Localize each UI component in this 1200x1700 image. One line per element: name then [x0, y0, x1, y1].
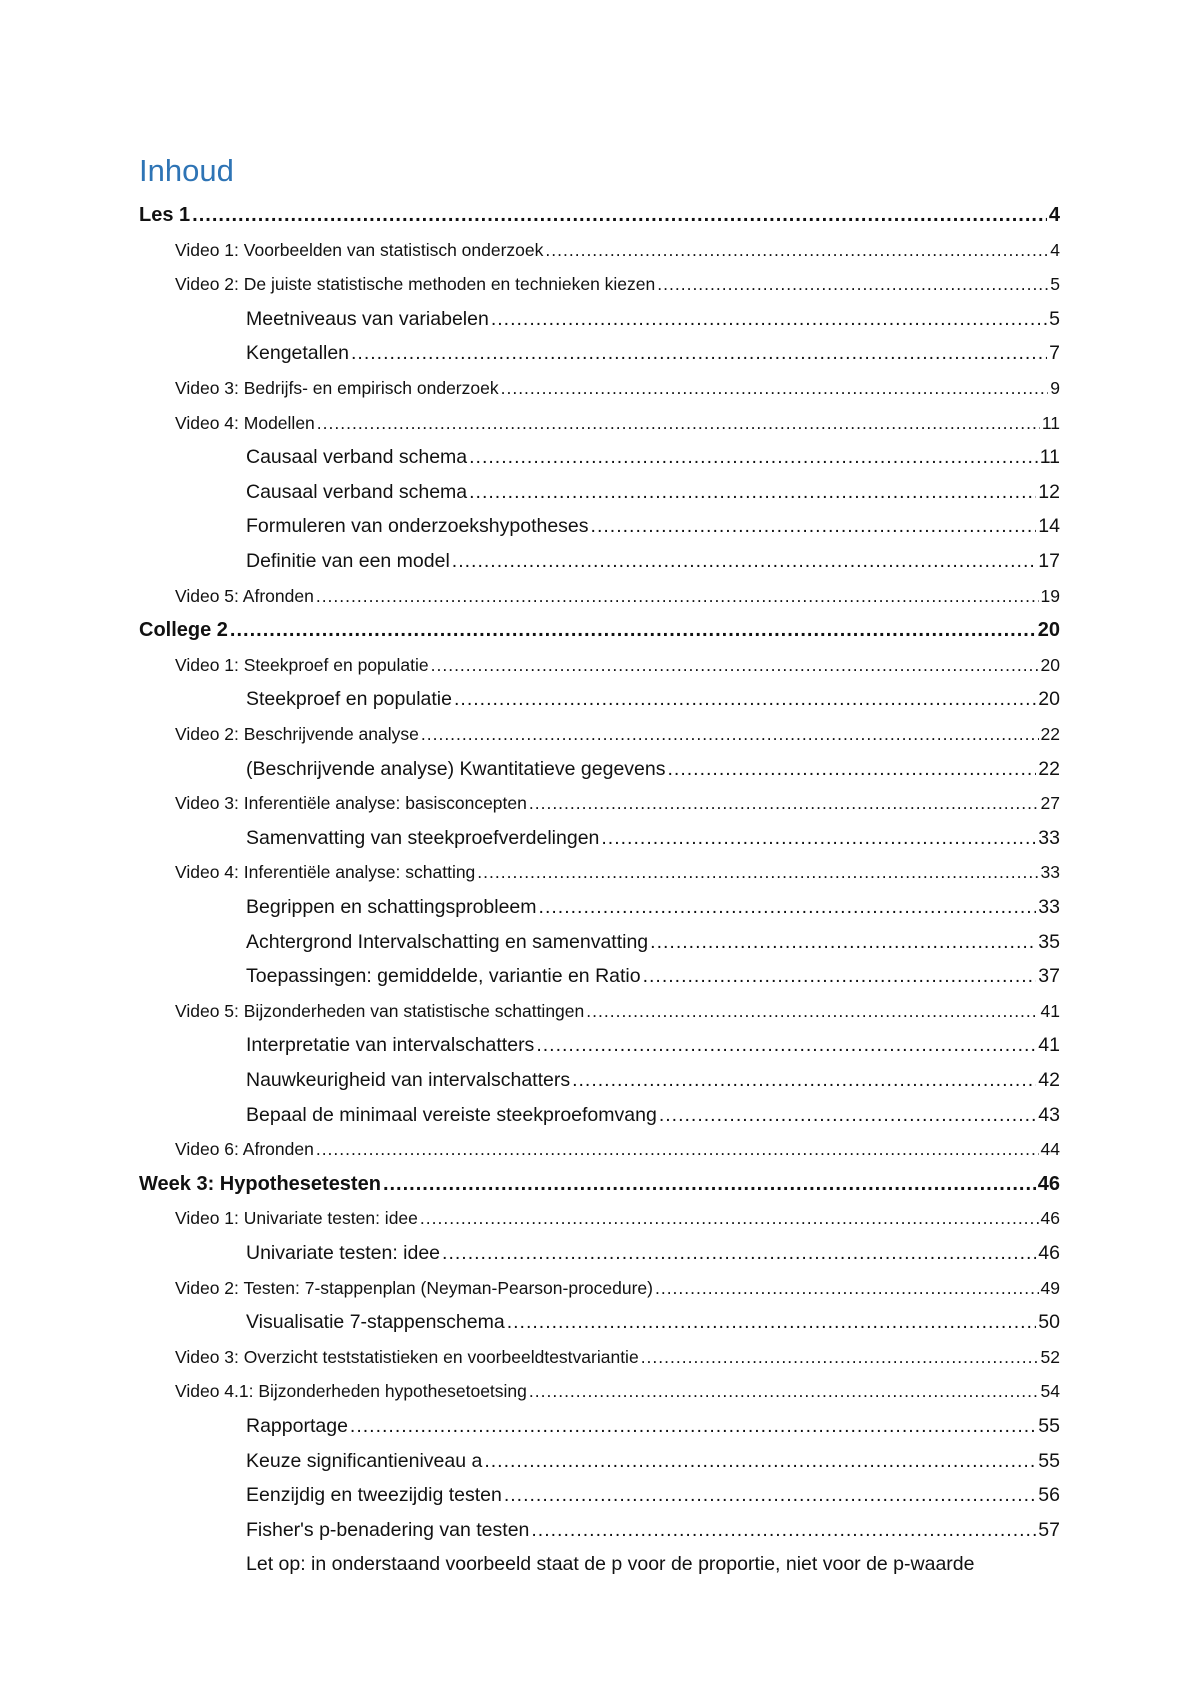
toc-entry-label: Let op: in onderstaand voorbeeld staat de p voor de proportie, niet voor de p-waarde [246, 1553, 975, 1576]
toc-entry-page-number: 49 [1040, 1277, 1060, 1298]
toc-entry-label: Toepassingen: gemiddelde, variantie en Ratio [246, 965, 641, 988]
toc-entry[interactable] [246, 304, 1060, 334]
dot-leader [316, 1134, 1039, 1164]
toc-entry[interactable] [139, 200, 1060, 230]
toc-entry-page-number: 5 [1050, 274, 1060, 295]
toc-entry-label: Video 2: Testen: 7-stappenplan (Neyman-Pearson-procedure) [175, 1277, 653, 1298]
dot-leader [452, 546, 1037, 576]
toc-entry-label: Univariate testen: idee [246, 1242, 441, 1264]
toc-entry[interactable] [246, 511, 1060, 541]
dot-leader [586, 996, 1038, 1026]
toc-entry-page-number: 4 [1048, 204, 1060, 226]
toc-entry-label: Definitie van een model [246, 550, 450, 572]
toc-entry-label: Video 5: Afronden [175, 585, 314, 606]
toc-entry-label: Video 2: Beschrijvende analyse [175, 724, 419, 744]
dot-leader [316, 581, 1039, 611]
toc-entry-label: Video 4: Modellen [175, 412, 315, 433]
dot-leader [643, 961, 1037, 991]
toc-entry-label: Causaal verband schema [246, 446, 468, 469]
dot-leader [536, 1030, 1036, 1060]
toc-entry-label: Steekproef en populatie [246, 688, 452, 711]
toc-entry-page-number: 50 [1038, 1311, 1060, 1334]
dot-leader [351, 338, 1047, 368]
dot-leader [484, 1446, 1036, 1476]
dot-leader [469, 442, 1038, 472]
toc-entry[interactable] [175, 996, 1060, 1026]
toc-entry[interactable] [246, 338, 1060, 368]
toc-entry-page-number: 7 [1049, 342, 1060, 365]
dot-leader [572, 1065, 1036, 1095]
toc-entry[interactable] [175, 788, 1060, 818]
toc-entry-page-number: 4 [1050, 239, 1060, 260]
dot-leader [420, 1203, 1039, 1233]
toc-entry-page-number: 33 [1038, 826, 1060, 849]
toc-entry-label: Video 1: Steekproef en populatie [175, 654, 429, 675]
toc-entry-page-number: 33 [1038, 896, 1060, 918]
dot-leader [192, 200, 1047, 230]
toc-entry-page-number: 11 [1039, 446, 1060, 469]
toc-entry-label: Week 3: Hypothesetesten [139, 1172, 381, 1195]
toc-entry[interactable] [246, 684, 1060, 714]
toc-entry[interactable] [246, 442, 1060, 472]
toc-entry-label: (Beschrijvende analyse) Kwantitatieve gegevens [246, 757, 666, 780]
dot-leader [545, 235, 1048, 265]
toc-entry-page-number: 11 [1041, 412, 1060, 433]
dot-leader [442, 1238, 1036, 1268]
toc-entry-label: Les 1 [139, 204, 191, 226]
toc-entry-label: Video 4: Inferentiële analyse: schatting [175, 862, 476, 883]
toc-entry-label: Interpretatie van intervalschatters [246, 1034, 535, 1057]
toc-entry-label: Video 3: Bedrijfs- en empirisch onderzoek [175, 378, 499, 398]
toc-entry-label: Bepaal de minimaal vereiste steekproefomvang [246, 1103, 657, 1126]
toc-entry-page-number: 9 [1050, 378, 1060, 398]
dot-leader [507, 1307, 1037, 1337]
toc-entry-label: Video 4.1: Bijzonderheden hypothesetoetsing [175, 1381, 527, 1402]
toc-entry[interactable] [246, 927, 1060, 957]
dot-leader [659, 1100, 1036, 1130]
toc-entry-label: College 2 [139, 619, 228, 642]
toc-entry[interactable] [246, 1480, 1060, 1510]
toc-entry-label: Video 3: Overzicht teststatistieken en voorbeeldtestvariantie [175, 1346, 639, 1367]
toc-entry[interactable] [246, 546, 1060, 576]
toc-entry-page-number: 35 [1038, 930, 1060, 953]
toc-entry[interactable] [175, 373, 1060, 403]
toc-entry-page-number: 56 [1038, 1484, 1060, 1507]
toc-entry-page-number: 57 [1038, 1518, 1060, 1541]
dot-leader [655, 1273, 1039, 1303]
toc-entry[interactable] [139, 615, 1060, 645]
toc-entry-page-number: 55 [1038, 1449, 1060, 1472]
toc-entry-page-number: 46 [1037, 1172, 1060, 1195]
dot-leader [529, 1376, 1039, 1406]
toc-entry-label: Video 2: De juiste statistische methoden en technieken kiezen [175, 274, 656, 295]
toc-entry-page-number: 46 [1038, 1242, 1060, 1264]
toc-entry-label: Begrippen en schattingsprobleem [246, 896, 537, 918]
toc-entry[interactable] [246, 823, 1060, 853]
toc-entry[interactable] [246, 1549, 974, 1579]
toc-entry-label: Video 5: Bijzonderheden van statistische schattingen [175, 1000, 585, 1021]
toc-entry[interactable] [175, 1342, 1060, 1372]
dot-leader [317, 408, 1040, 438]
toc-entry[interactable] [246, 1030, 1060, 1060]
toc-entry[interactable] [175, 1273, 1060, 1303]
toc-entry[interactable] [175, 650, 1060, 680]
toc-title: Inhoud [139, 153, 234, 188]
dot-leader [454, 684, 1036, 714]
toc-entry[interactable] [246, 1515, 1060, 1545]
toc-entry-page-number: 17 [1038, 550, 1060, 572]
toc-entry[interactable] [175, 857, 1060, 887]
toc-entry-label: Causaal verband schema [246, 480, 468, 503]
toc-entry[interactable] [246, 961, 1060, 991]
dot-leader [601, 823, 1036, 853]
toc-entry-label: Video 6: Afronden [175, 1139, 314, 1160]
toc-entry-page-number: 14 [1038, 515, 1060, 538]
toc-entry-page-number: 44 [1040, 1139, 1060, 1160]
toc-entry-page-number: 52 [1040, 1346, 1060, 1367]
toc-entry-label: Meetniveaus van variabelen [246, 307, 489, 330]
dot-leader [350, 1411, 1036, 1441]
toc-entry[interactable] [175, 1376, 1060, 1406]
toc-entry-label: Video 3: Inferentiële analyse: basisconcepten [175, 793, 527, 814]
toc-entry-label: Samenvatting van steekproefverdelingen [246, 826, 600, 849]
toc-entry-label: Achtergrond Intervalschatting en samenvatting [246, 930, 649, 953]
toc-entry-page-number: 22 [1040, 724, 1060, 744]
toc-entry-page-number: 20 [1037, 619, 1060, 642]
toc-entry[interactable] [175, 235, 1060, 265]
toc-entry-label: Keuze significantieniveau a [246, 1449, 483, 1472]
toc-entry[interactable] [175, 269, 1060, 299]
toc-entry[interactable] [246, 892, 1060, 922]
dot-leader [591, 511, 1037, 541]
toc-entry-page-number: 19 [1040, 585, 1060, 606]
toc-entry[interactable] [139, 1169, 1060, 1199]
toc-entry[interactable] [246, 1065, 1060, 1095]
toc-entry[interactable] [175, 1134, 1060, 1164]
toc-entry-page-number: 33 [1040, 862, 1060, 883]
toc-entry-label: Visualisatie 7-stappenschema [246, 1311, 505, 1334]
toc-entry-page-number: 22 [1038, 757, 1060, 780]
toc-entry-page-number: 46 [1040, 1208, 1060, 1229]
toc-entry-label: Formuleren van onderzoekshypotheses [246, 515, 589, 538]
toc-entry[interactable] [246, 1411, 1060, 1441]
dot-leader [491, 304, 1047, 334]
toc-entry[interactable] [246, 1307, 1060, 1337]
toc-entry-label: Fisher's p-benadering van testen [246, 1518, 530, 1541]
toc-entry-page-number: 43 [1038, 1103, 1060, 1126]
toc-entry-page-number: 37 [1038, 965, 1060, 988]
toc-entry-page-number: 55 [1038, 1415, 1060, 1437]
toc-entry[interactable] [175, 581, 1060, 611]
toc-entry-page-number: 20 [1040, 654, 1060, 675]
dot-leader [477, 857, 1038, 887]
dot-leader [421, 719, 1039, 749]
dot-leader [431, 650, 1039, 680]
toc-entry[interactable] [246, 477, 1060, 507]
toc-entry-page-number: 42 [1038, 1069, 1060, 1091]
dot-leader [657, 269, 1048, 299]
toc-entry-page-number: 54 [1040, 1381, 1060, 1402]
toc-entry-label: Video 1: Voorbeelden van statistisch onderzoek [175, 239, 544, 260]
toc-entry-page-number: 41 [1038, 1034, 1060, 1057]
toc-entry[interactable] [175, 408, 1060, 438]
toc-entry-page-number: 41 [1040, 1000, 1060, 1021]
toc-entry-page-number: 27 [1040, 793, 1060, 814]
dot-leader [501, 373, 1049, 403]
dot-leader [230, 615, 1036, 645]
dot-leader [469, 477, 1036, 507]
toc-entry[interactable] [246, 754, 1060, 784]
dot-leader [383, 1169, 1036, 1199]
dot-leader [529, 788, 1039, 818]
dot-leader [641, 1342, 1039, 1372]
toc-entry-page-number: 5 [1049, 307, 1060, 330]
toc-entry-label: Kengetallen [246, 342, 350, 365]
toc-entry-page-number: 20 [1038, 688, 1060, 711]
toc-entry-label: Eenzijdig en tweezijdig testen [246, 1484, 502, 1507]
toc-entry-label: Rapportage [246, 1415, 348, 1437]
dot-leader [531, 1515, 1036, 1545]
dot-leader [539, 892, 1037, 922]
toc-entry[interactable] [175, 1203, 1060, 1233]
toc-entry[interactable] [246, 1238, 1060, 1268]
toc-entry-label: Nauwkeurigheid van intervalschatters [246, 1069, 571, 1091]
toc-entry-page-number: 12 [1038, 480, 1060, 503]
dot-leader [650, 927, 1036, 957]
toc-entry[interactable] [175, 719, 1060, 749]
toc-entry-label: Video 1: Univariate testen: idee [175, 1208, 418, 1229]
dot-leader [668, 754, 1037, 784]
toc-entry[interactable] [246, 1100, 1060, 1130]
dot-leader [504, 1480, 1036, 1510]
toc-entry[interactable] [246, 1446, 1060, 1476]
